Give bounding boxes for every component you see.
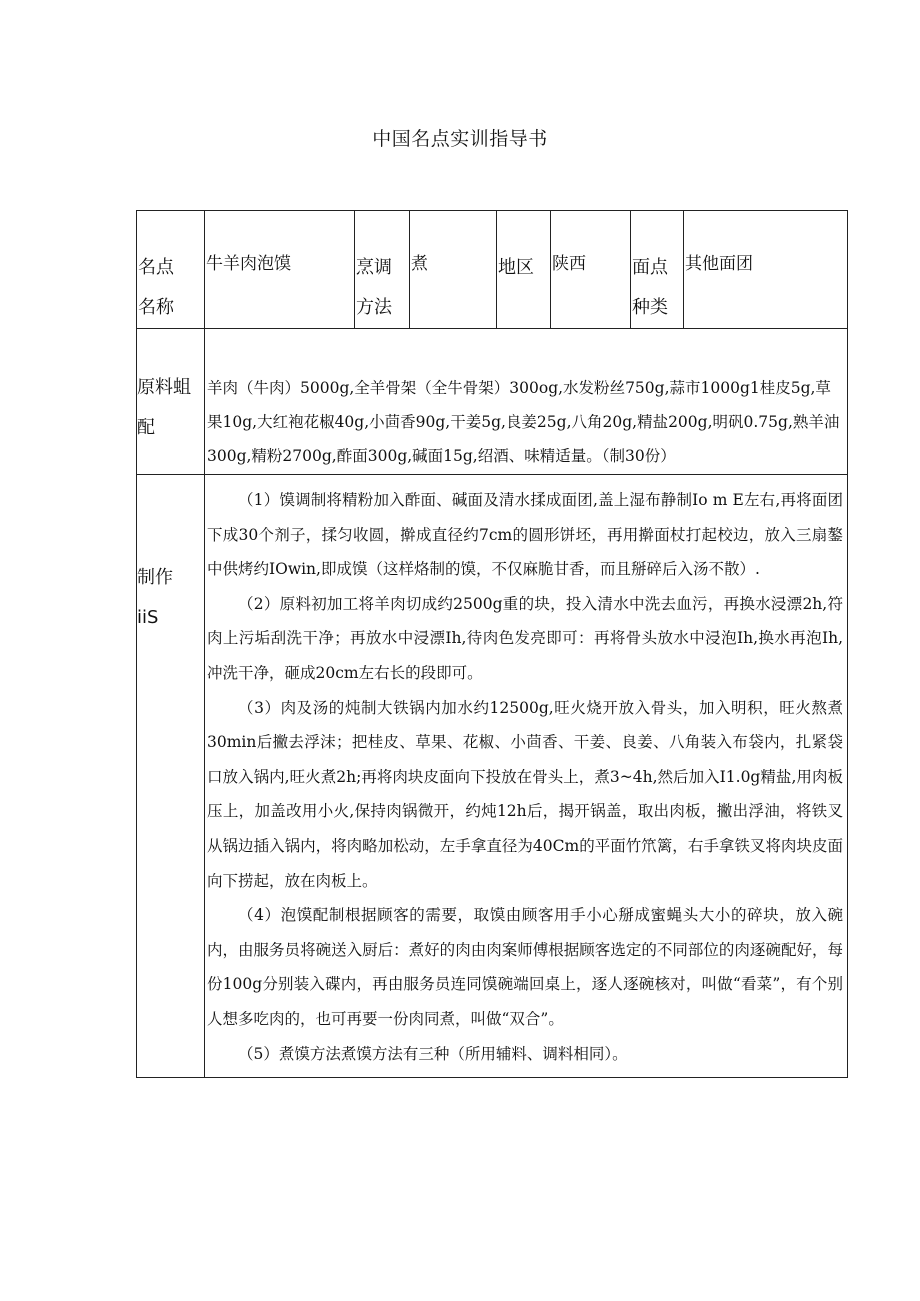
step-1-paragraph: （1）馍调制将精粉加入酢面、碱面及清水揉成面团,盖上湿布静制Io m E左右,再将面团下成30个剂子，揉匀收圆，擀成直径约7cm的圆形饼坯，再用擀面杖打起校边，放入三扇鏊中供烤约IOwin,即成馍（这样烙制的馍，不仅麻脆甘香，而且掰碎后入汤不散）. (207, 491, 843, 579)
step-3-paragraph: （3）肉及汤的炖制大铁锅内加水约12500g,旺火烧开放入骨头，加入明积，旺火熬煮30min后撇去浮沫；把桂皮、草果、花椒、小茴香、干姜、良姜、八角装入布袋内，扎紧袋口放入锅内,旺火煮2h;再将肉块皮面向下投放在骨头上，煮3~4h,然后加入I1.0g精盐,用肉板压上，加盖改用小火,保持肉锅微开，约炖12h后，揭开锅盖，取出肉板，撇出浮油，将铁叉从锅边插入锅内，将肉略加松动，左手拿直径为40Cm的平面竹笊篱，右手拿铁叉将肉块皮面向下捞起，放在肉板上。 (207, 698, 843, 890)
category-value: 其他面团 (685, 254, 753, 274)
info-row (137, 211, 848, 329)
cooking-method-value: 煮 (411, 254, 428, 274)
region-label: 地区 (498, 257, 534, 278)
step-4-paragraph: （4）泡馍配制根据顾客的需要，取馍由顾客用手小心掰成蜜蝇头大小的碎块，放入碗内，由服务员将碗送入厨后：煮好的肉由肉案师傅根据顾客选定的不同部位的肉逐碗配好，每份100g分别装入碟内，再由服务员连同馍碗端回桌上，逐人逐碗核对，叫做“看菜”，有个别人想多吃肉的，也可再要一份肉同煮，叫做“双合”。 (207, 906, 843, 1028)
ingredients-row (137, 329, 848, 475)
page-title: 中国名点实训指导书 (372, 128, 548, 150)
cooking-method-label: 烹调 方法 (356, 257, 392, 318)
step-5-paragraph: （5）煮馍方法煮馍方法有三种（所用辅料、调料相同）。 (238, 1044, 628, 1063)
ingredients-text: 羊肉（牛肉）5000g,全羊骨架（全牛骨架）300og,水发粉丝750g,蒜市1000g1桂皮5g,草果10g,大红袍花椒40g,小茴香90g,干姜5g,良姜25g,八角20g,精盐200g,明矾0.75g,熟羊油300g,精粉2700g,酢面300g,碱面15g,绍酒、味精适量。（制30份） (207, 379, 840, 465)
ingredients-label: 原料蛆 配 (137, 377, 191, 438)
process-row (137, 475, 848, 1078)
process-steps (205, 475, 847, 1077)
dish-name-label: 名点 名称 (138, 257, 174, 318)
guide-table (136, 210, 848, 1078)
category-label: 面点 种类 (632, 257, 668, 318)
process-label: 制作 iiS (137, 567, 173, 628)
step-2-paragraph: （2）原料初加工将羊肉切成约2500g重的块，投入清水中洗去血污，再换水浸漂2h,符肉上污垢刮洗干净；再放水中浸漂Ih,待肉色发亮即可：再将骨头放水中浸泡Ih,换水再泡Ih,冲洗干净，砸成20cm左右长的段即可。 (207, 594, 843, 682)
region-value: 陕西 (552, 254, 586, 274)
dish-name-value: 牛羊肉泡馍 (206, 254, 291, 274)
